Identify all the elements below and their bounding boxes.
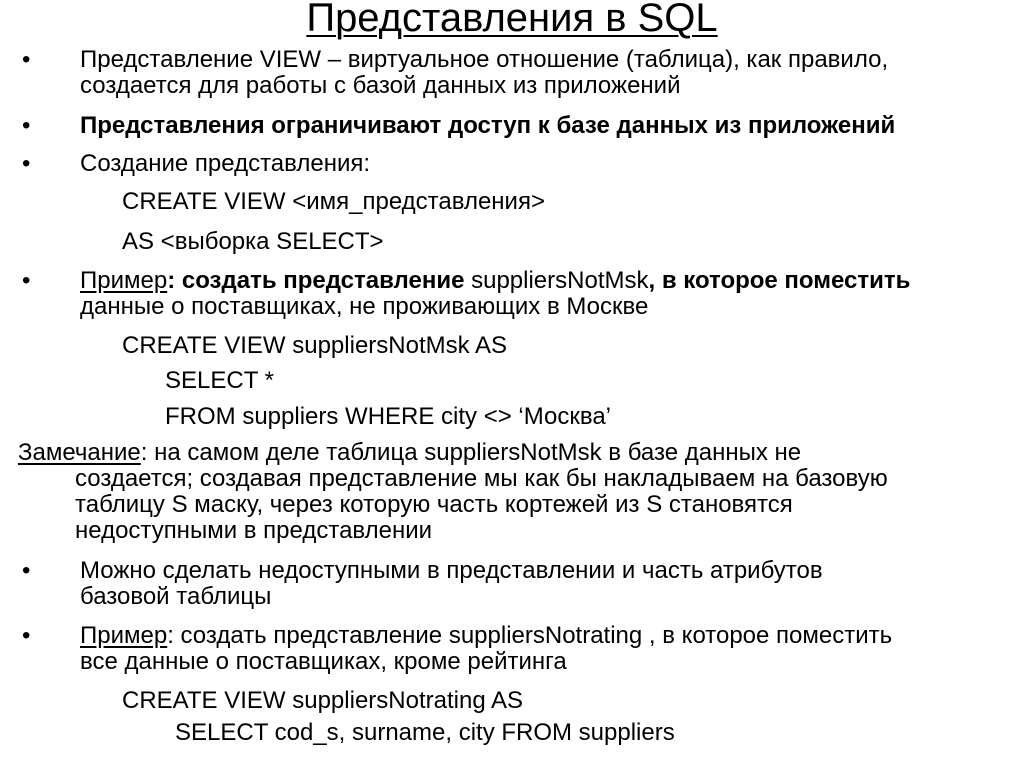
note-line-1-text: : на самом деле таблица suppliersNotMsk в базе данных не: [140, 439, 802, 466]
bullet-5-line-1: Можно сделать недоступными в представлении и часть атрибутов: [80, 557, 823, 584]
code-from-suppliers-where: FROM suppliers WHERE city <> ‘Москва’: [165, 403, 612, 430]
bullet-3-line-1: Создание представления:: [80, 150, 371, 177]
note-line-2: создается; создавая представление мы как бы накладываем на базовую: [75, 465, 888, 492]
view-name-notmsk: suppliersNotMsk: [471, 267, 649, 294]
code-create-view-syntax: CREATE VIEW <имя_представления>: [122, 188, 545, 215]
bullet-3-marker: •: [22, 150, 31, 177]
bullet-6-line-1-text: : создать представление suppliersNotrating , в которое поместить: [167, 622, 893, 649]
code-as-select-syntax: AS <выборка SELECT>: [122, 228, 384, 255]
example-label-2: Пример: [80, 622, 168, 649]
bullet-4-marker: •: [22, 267, 31, 294]
bullet-2-marker: •: [22, 112, 31, 139]
code-create-view-notrating: CREATE VIEW suppliersNotrating AS: [122, 687, 524, 714]
code-select-columns: SELECT cod_s, surname, city FROM suppliers: [175, 719, 675, 746]
code-create-view-notmsk: CREATE VIEW suppliersNotMsk AS: [122, 332, 507, 359]
example-label: Пример: [80, 267, 168, 294]
slide-title: Представления в SQL: [306, 0, 718, 40]
bullet-1-line-1: Представление VIEW – виртуальное отношение (таблица), как правило,: [80, 46, 889, 73]
bullet-6-marker: •: [22, 622, 31, 649]
note-line-1: [18, 440, 801, 466]
code-select-star: SELECT *: [165, 367, 274, 394]
bullet-5-line-2: базовой таблицы: [80, 583, 272, 610]
bullet-6-line-2: все данные о поставщиках, кроме рейтинга: [80, 648, 567, 675]
bullet-1-marker: •: [22, 46, 31, 73]
note-line-4: недоступными в представлении: [75, 517, 433, 544]
bullet-4-line-1-tail: , в которое поместить: [648, 267, 911, 294]
note-line-3: таблицу S маску, через которую часть кортежей из S становятся: [75, 491, 793, 518]
bullet-4-line-1: [80, 268, 910, 294]
note-label: Замечание: [18, 439, 141, 466]
bullet-4-line-1-text: : создать представление: [167, 267, 472, 294]
bullet-6-line-1: [80, 623, 892, 649]
bullet-2-line-1: Представления ограничивают доступ к базе данных из приложений: [80, 112, 896, 139]
bullet-1-line-2: создается для работы с базой данных из приложений: [80, 72, 681, 99]
bullet-5-marker: •: [22, 557, 31, 584]
bullet-4-line-2: данные о поставщиках, не проживающих в Москве: [80, 293, 649, 320]
